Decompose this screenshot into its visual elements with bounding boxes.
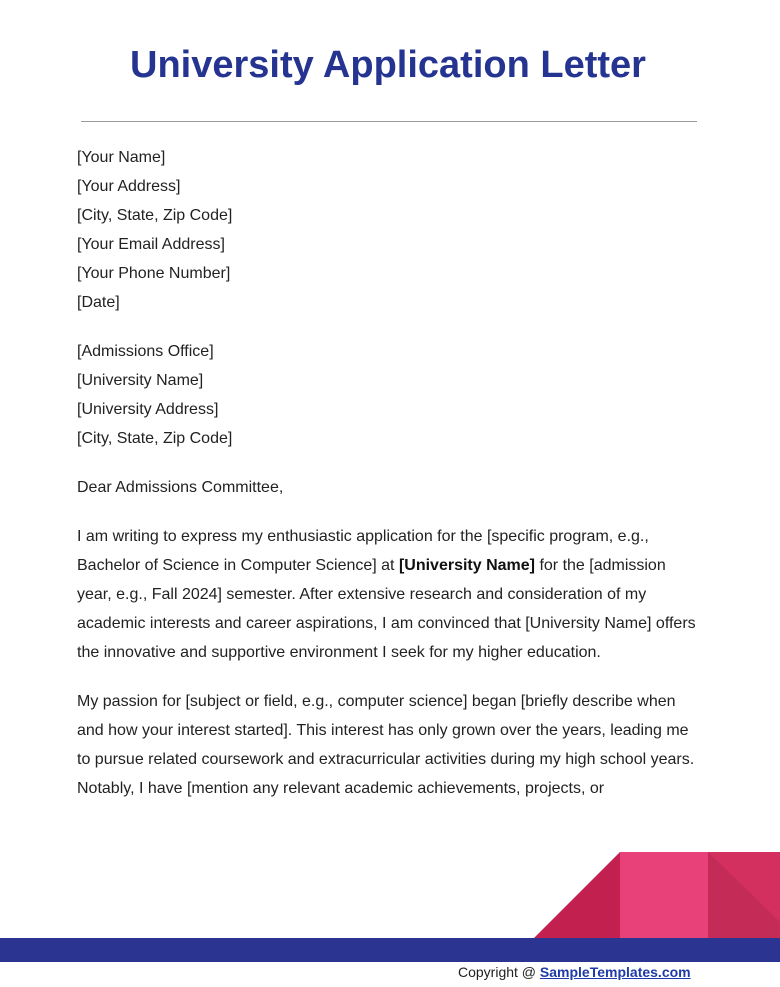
footer-bar (0, 938, 780, 962)
footer-copyright (458, 963, 691, 981)
sender-address-block (77, 143, 699, 317)
recipient-address-block (77, 337, 699, 453)
sender-name: [Your Name] (77, 149, 166, 166)
sender-address: [Your Address] (77, 178, 181, 195)
recipient-office: [Admissions Office] (77, 343, 214, 360)
paragraph-passion: My passion for [subject or field, e.g., computer science] began [briefly describe when and how your interest started]. This interest has only grown over the years, leading me to pursue related coursework and extracurricular activities during my high school years. Notably, I have [mention any relevant academic achievements, projects, or (77, 693, 695, 797)
letter-body (77, 143, 699, 823)
recipient-city: [City, State, Zip Code] (77, 430, 233, 447)
copyright-text: Copyright @ (458, 964, 540, 980)
page-title: University Application Letter (130, 44, 646, 86)
title-divider (81, 121, 697, 122)
paragraph-intro-text-2: for the [admission year, e.g., Fall 2024] semester. After extensive research and consideration of my academic interests and career aspirations, I am convinced that [University Name] offers the innovative and supportive environment I seek for my higher education. (77, 557, 696, 661)
deco-shape-mid (620, 852, 710, 940)
sender-city: [City, State, Zip Code] (77, 207, 233, 224)
letter-date: [Date] (77, 294, 120, 311)
paragraph-intro-text-1: I am writing to express my enthusiastic application for the [specific program, e.g., Bachelor of Science in Computer Science] at (77, 528, 649, 574)
paragraph-intro (77, 522, 699, 667)
salutation: Dear Admissions Committee, (77, 479, 284, 496)
decorative-corner-shapes (530, 850, 780, 940)
university-name-bold: [University Name] (398, 557, 535, 574)
sender-phone: [Your Phone Number] (77, 265, 231, 282)
recipient-university: [University Name] (77, 372, 204, 389)
sender-email: [Your Email Address] (77, 236, 225, 253)
sampletemplates-link[interactable]: SampleTemplates.com (539, 964, 691, 980)
recipient-address: [University Address] (77, 401, 219, 418)
deco-shape-dark (532, 852, 620, 940)
